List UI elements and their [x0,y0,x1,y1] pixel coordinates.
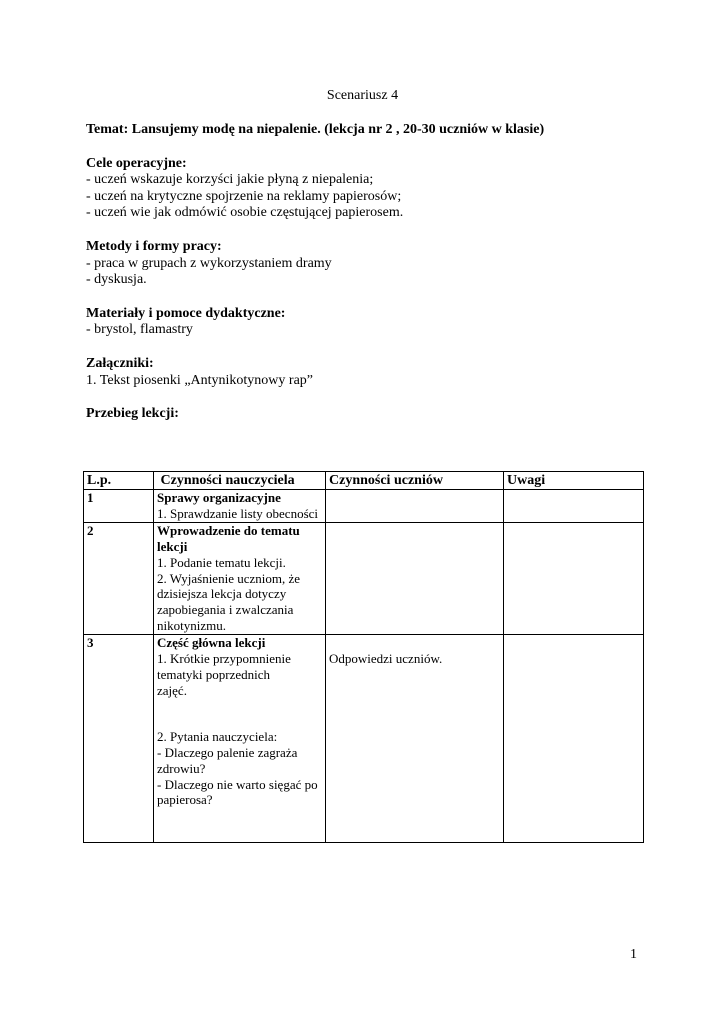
section-objectives [86,156,646,222]
activity-line: 1. Sprawdzanie listy obecności [157,505,319,521]
activity-line: - Dlaczego nie warto sięgać po papierosa? [157,776,318,808]
column-header-lp: L.p. [84,472,154,490]
page-number: 1 [630,947,637,962]
students-answer: Odpowiedzi uczniów. [329,651,443,667]
row-number: 1 [84,490,154,523]
section-heading-objectives: Cele operacyjne: [86,155,187,171]
objective-line: - uczeń wie jak odmówić osobie częstującej papierosem. [86,205,404,221]
students-activity-cell [326,490,504,523]
activity-heading: Wprowadzenie do tematu lekcji [157,522,300,554]
teacher-activity-cell [154,490,326,523]
column-header-students: Czynności uczniów [326,472,504,490]
objective-line: - uczeń na krytyczne spojrzenie na reklamy papierosów; [86,188,402,204]
students-activity-cell [326,522,504,634]
method-line: - praca w grupach z wykorzystaniem dramy [86,255,332,271]
column-header-teacher: Czynności nauczyciela [154,472,326,490]
teacher-activity-cell [154,635,326,843]
activity-line: 2. Pytania nauczyciela: [157,728,278,744]
section-heading-lesson-flow: Przebieg lekcji: [86,406,179,422]
section-lesson-flow [86,406,646,423]
method-line: - dyskusja. [86,272,147,288]
table-row [84,635,644,843]
students-activity-cell [326,635,504,843]
activity-line: 2. Wyjaśnienie uczniom, że dzisiejsza lekcja dotyczy zapobiegania i zwalczania nikotynizmu. [157,570,301,634]
table-header-row [84,472,644,490]
activity-line: 1. Podanie tematu lekcji. [157,554,286,570]
notes-cell [504,522,644,634]
section-attachments [86,356,646,389]
column-header-notes: Uwagi [504,472,644,490]
spacer [157,699,322,729]
teacher-activity-cell [154,522,326,634]
notes-cell [504,635,644,843]
section-heading-materials: Materiały i pomoce dydaktyczne: [86,305,286,321]
row-number: 2 [84,522,154,634]
activity-line: - Dlaczego palenie zagraża zdrowiu? [157,744,298,776]
document-body [86,122,646,440]
section-methods [86,239,646,289]
lesson-topic: Temat: Lansujemy modę na niepalenie. (lekcja nr 2 , 20-30 uczniów w klasie) [86,122,545,137]
section-heading-methods: Metody i formy pracy: [86,238,222,254]
material-line: - brystol, flamastry [86,322,193,338]
table-row [84,490,644,523]
page-title: Scenariusz 4 [326,88,399,103]
activity-line: 1. Krótkie przypomnienie tematyki poprzednich zajęć. [157,651,291,698]
activity-heading: Część główna lekcji [157,635,266,651]
notes-cell [504,490,644,523]
attachment-line: 1. Tekst piosenki „Antynikotynowy rap” [86,372,314,388]
row-number: 3 [84,635,154,843]
lesson-plan-table [83,471,644,843]
table-row [84,522,644,634]
activity-heading: Sprawy organizacyjne [157,490,281,505]
objective-line: - uczeń wskazuje korzyści jakie płyną z niepalenia; [86,172,374,188]
section-heading-attachments: Załączniki: [86,355,154,371]
section-materials [86,306,646,339]
